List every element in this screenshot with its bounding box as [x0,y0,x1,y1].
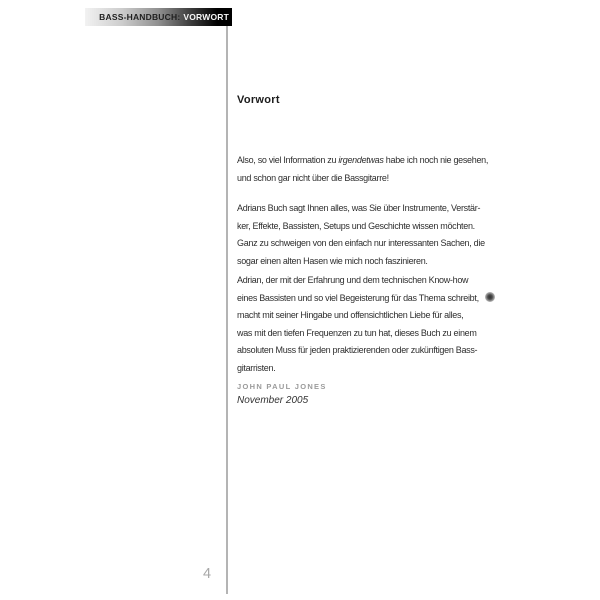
text-line: macht mit seiner Hingabe und offensichtlichen Liebe für alles, [237,310,464,320]
section-marker-dot [485,292,495,302]
signature-date: November 2005 [237,395,309,406]
text-line: gitarristen. [237,362,276,373]
chapter-header-bar [85,8,232,26]
text-run-italic: irgendetwas [338,155,384,165]
text-line: sogar einen alten Hasen wie mich noch faszinieren. [237,255,428,266]
text-line: absoluten Muss für jeden praktizierenden oder zukünftigen Bass- [237,345,478,355]
chapter-title-label: VORWORT [183,12,229,22]
text-line: ker, Effekte, Bassisten, Setups und Geschichte wissen möchten. [237,220,475,231]
text-line: Adrian, der mit der Erfahrung und dem technischen Know-how [237,275,469,285]
text-line: eines Bassisten und so viel Begeisterung für das Thema schreibt, [237,292,479,303]
text-line [237,152,488,170]
paragraph-3 [237,272,479,377]
paragraph-1 [237,152,488,187]
signature-name: JOHN PAUL JONES [237,382,327,391]
book-title-label: BASS-HANDBUCH: [99,12,181,22]
text-line: und schon gar nicht über die Bassgitarre! [237,172,389,183]
text-run: habe ich noch nie gesehen, [383,155,489,165]
text-line: Ganz zu schweigen von den einfach nur interessanten Sachen, die [237,238,485,248]
text-run: Also, so viel Information zu [237,155,339,165]
margin-rule [226,26,228,594]
paragraph-2 [237,200,485,270]
text-line: Adrians Buch sagt Ihnen alles, was Sie über Instrumente, Verstär- [237,203,481,213]
text-line: was mit den tiefen Frequenzen zu tun hat, dieses Buch zu einem [237,327,477,338]
page-title: Vorwort [237,94,280,106]
page-number: 4 [203,566,212,582]
